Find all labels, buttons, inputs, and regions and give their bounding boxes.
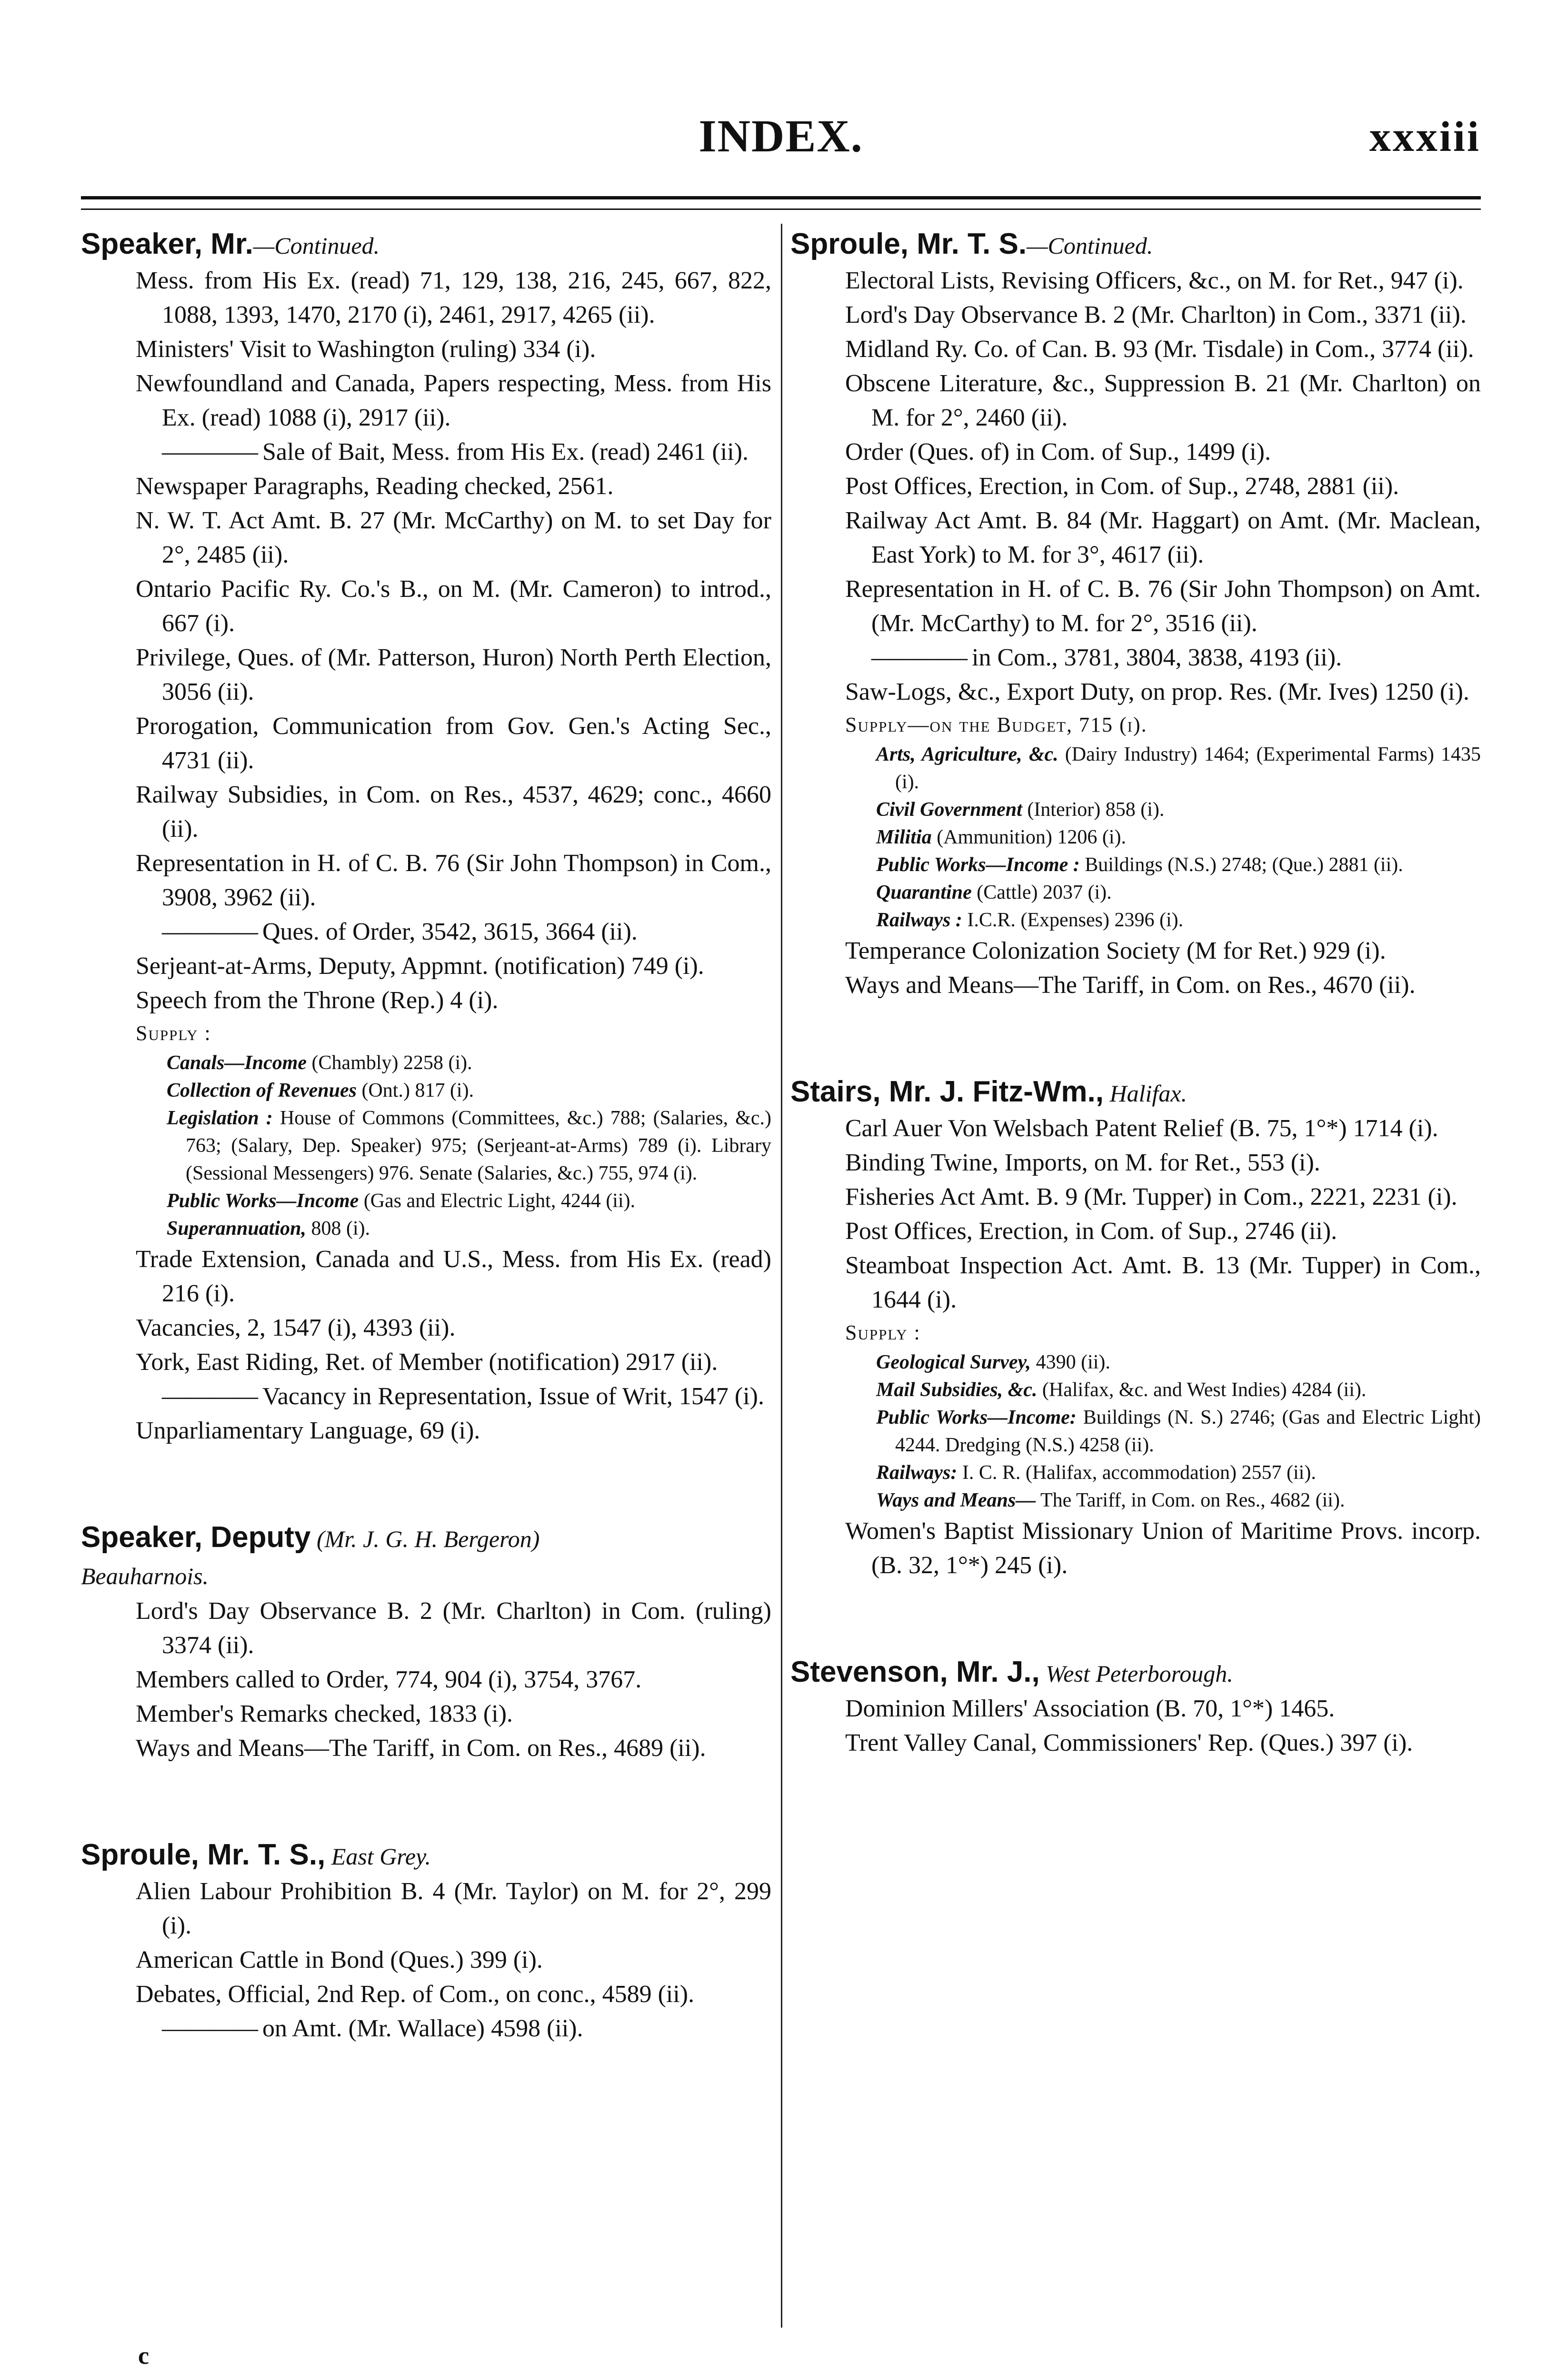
index-entry: Serjeant-at-Arms, Deputy, Appmnt. (notification) 749 (i). [136, 952, 704, 980]
index-entry: Lord's Day Observance B. 2 (Mr. Charlton) in Com. (ruling) 3374 (ii). [136, 1597, 771, 1659]
index-section [790, 1074, 1481, 1583]
index-entry: Ontario Pacific Ry. Co.'s B., on M. (Mr. Cameron) to introd., 667 (i). [136, 575, 771, 637]
supply-entry-label: Mail Subsidies, &c. [876, 1379, 1038, 1401]
supply-entry [81, 1187, 771, 1215]
supply-entry-label: Ways and Means— [876, 1489, 1036, 1511]
heading-suffix: —Continued. [1027, 232, 1153, 259]
index-entry: Newspaper Paragraphs, Reading checked, 2561. [136, 473, 614, 500]
column-divider [781, 224, 782, 2328]
supply-entry-text: House of Commons (Committees, &c.) 788; (Salaries, &c.) 763; (Salary, Dep. Speaker) 975; (Serjeant-at-Arms) 789 (i). Library (Sessional Messengers) 976. Senate (Salaries, &c.) 755, 974 (i). [186, 1107, 771, 1184]
supply-entry-text: (Halifax, &c. and West Indies) 4284 (ii). [1042, 1379, 1367, 1401]
supply-entry [790, 796, 1481, 823]
supply-entry-text: (Ont.) 817 (i). [361, 1080, 474, 1101]
index-entry: Representation in H. of C. B. 76 (Sir John Thompson) on Amt. (Mr. McCarthy) to M. for 2°, 3516 (ii). [845, 575, 1481, 637]
supply-entry-label: Quarantine [876, 882, 972, 903]
supply-entry [81, 1104, 771, 1187]
heading-name: Speaker, Deputy [81, 1521, 311, 1554]
heading-name: Speaker, Mr. [81, 228, 253, 260]
heading-suffix: East Grey. [325, 1843, 431, 1870]
index-section [790, 1654, 1481, 1760]
supply-entry-label: Arts, Agriculture, &c. [876, 744, 1058, 765]
supply-entry-text: Buildings (N. S.) 2746; (Gas and Electric Light) 4244. Dredging (N.S.) 4258 (ii). [895, 1407, 1481, 1456]
index-entry: Carl Auer Von Welsbach Patent Relief (B. 75, 1°*) 1714 (i). [845, 1115, 1438, 1142]
index-entry: Temperance Colonization Society (M for Ret.) 929 (i). [845, 937, 1386, 964]
index-entry: Trade Extension, Canada and U.S., Mess. from His Ex. (read) 216 (i). [136, 1246, 771, 1307]
supply-entry-label: Railways: [876, 1462, 958, 1484]
supply-entry-text: (Interior) 858 (i). [1027, 799, 1165, 821]
supply-entry-text: (Gas and Electric Light, 4244 (ii). [363, 1190, 636, 1212]
heading-name: Stevenson, Mr. J., [790, 1656, 1040, 1688]
supply-entry-text: (Cattle) 2037 (i). [977, 882, 1112, 903]
header-rule-thin [81, 208, 1481, 210]
index-entry-continued: ———— Ques. of Order, 3542, 3615, 3664 (ii). [81, 915, 771, 949]
supply-entry-text: (Ammunition) 1206 (i). [937, 826, 1126, 848]
header-rule-thick [81, 196, 1481, 199]
supply-entry [790, 741, 1481, 796]
supply-entry-label: Militia [876, 826, 932, 848]
index-entry-continued: ———— Sale of Bait, Mess. from His Ex. (read) 2461 (ii). [81, 435, 771, 469]
signature-mark: c [138, 2342, 150, 2370]
section-heading [790, 1074, 1481, 1111]
index-entry: Women's Baptist Missionary Union of Maritime Provs. incorp. (B. 32, 1°*) 245 (i). [845, 1517, 1481, 1579]
index-entry: Representation in H. of C. B. 76 (Sir John Thompson) in Com., 3908, 3962 (ii). [136, 850, 771, 911]
index-entry: Ministers' Visit to Washington (ruling) 334 (i). [136, 336, 596, 363]
index-entry: Lord's Day Observance B. 2 (Mr. Charlton) in Com., 3371 (ii). [845, 301, 1467, 328]
page-title: INDEX. [699, 110, 863, 161]
index-section [81, 1519, 771, 1765]
index-section [81, 1837, 771, 2046]
supply-entry [790, 879, 1481, 906]
index-entry: Privilege, Ques. of (Mr. Patterson, Huron) North Perth Election, 3056 (ii). [136, 644, 771, 705]
heading-place: Beauharnois. [81, 1563, 209, 1589]
index-section [81, 226, 771, 1448]
index-entry: Binding Twine, Imports, on M. for Ret., 553 (i). [845, 1149, 1320, 1176]
index-entry-continued: ———— Vacancy in Representation, Issue of Writ, 1547 (i). [81, 1379, 771, 1414]
left-column [81, 226, 771, 2065]
heading-name: Stairs, Mr. J. Fitz-Wm., [790, 1075, 1104, 1108]
page-number: xxxiii [1369, 113, 1481, 160]
index-entry: Saw-Logs, &c., Export Duty, on prop. Res. (Mr. Ives) 1250 (i). [845, 678, 1469, 705]
supply-entry-text: The Tariff, in Com. on Res., 4682 (ii). [1040, 1489, 1345, 1511]
supply-entry-label: Canals—Income [167, 1052, 307, 1074]
index-entry: Railway Act Amt. B. 84 (Mr. Haggart) on Amt. (Mr. Maclean, East York) to M. for 3°, 4617 (ii). [845, 507, 1481, 568]
index-entry: Unparliamentary Language, 69 (i). [136, 1417, 480, 1444]
supply-entry [790, 1376, 1481, 1404]
supply-entry-label: Civil Government [876, 799, 1022, 821]
supply-entry-label: Public Works—Income [167, 1190, 359, 1212]
supply-entry-text: 4390 (ii). [1036, 1351, 1110, 1373]
index-entry: Dominion Millers' Association (B. 70, 1°*) 1465. [845, 1695, 1335, 1722]
supply-entry [790, 851, 1481, 879]
section-heading [790, 226, 1481, 264]
supply-entry-label: Public Works—Income: [876, 1407, 1077, 1428]
supply-label: Supply : [845, 1321, 921, 1344]
heading-suffix: West Peterborough. [1039, 1660, 1233, 1687]
index-entry: N. W. T. Act Amt. B. 27 (Mr. McCarthy) on M. to set Day for 2°, 2485 (ii). [136, 507, 771, 568]
supply-entry [790, 906, 1481, 934]
index-entry: Post Offices, Erection, in Com. of Sup., 2746 (ii). [845, 1218, 1337, 1245]
index-entry: Obscene Literature, &c., Suppression B. 21 (Mr. Charlton) on M. for 2°, 2460 (ii). [845, 370, 1481, 431]
supply-entry [81, 1215, 771, 1242]
heading-suffix: —Continued. [253, 232, 380, 259]
supply-entry-label: Legislation : [167, 1107, 273, 1129]
supply-entry-label: Railways : [876, 909, 962, 931]
index-entry: Member's Remarks checked, 1833 (i). [136, 1700, 513, 1727]
section-heading [790, 1654, 1481, 1692]
index-entry: Fisheries Act Amt. B. 9 (Mr. Tupper) in Com., 2221, 2231 (i). [845, 1183, 1457, 1210]
supply-entry [790, 1459, 1481, 1487]
index-entry-continued: ———— on Amt. (Mr. Wallace) 4598 (ii). [81, 2012, 771, 2046]
supply-entry [81, 1049, 771, 1077]
index-entry: Ways and Means—The Tariff, in Com. on Res., 4670 (ii). [845, 972, 1416, 999]
supply-entry [81, 1077, 771, 1104]
index-entry-continued: ———— in Com., 3781, 3804, 3838, 4193 (ii). [790, 641, 1481, 675]
supply-entry [790, 1349, 1481, 1376]
heading-suffix: Halifax. [1104, 1080, 1187, 1107]
supply-entry-label: Superannuation, [167, 1218, 306, 1240]
supply-entry-label: Collection of Revenues [167, 1080, 357, 1101]
heading-suffix: (Mr. J. G. H. Bergeron) [310, 1526, 540, 1552]
index-entry: Prorogation, Communication from Gov. Gen.'s Acting Sec., 4731 (ii). [136, 713, 771, 774]
index-entry: Steamboat Inspection Act. Amt. B. 13 (Mr. Tupper) in Com., 1644 (i). [845, 1252, 1481, 1313]
supply-entry [790, 1404, 1481, 1459]
index-entry: Debates, Official, 2nd Rep. of Com., on conc., 4589 (ii). [136, 1981, 695, 2008]
supply-entry-text: 808 (i). [311, 1218, 370, 1240]
index-entry: Newfoundland and Canada, Papers respecting, Mess. from His Ex. (read) 1088 (i), 2917 (ii). [136, 370, 771, 431]
section-heading [81, 1837, 771, 1874]
index-entry: Members called to Order, 774, 904 (i), 3754, 3767. [136, 1666, 642, 1693]
index-entry: Vacancies, 2, 1547 (i), 4393 (ii). [136, 1314, 456, 1341]
index-entry: Order (Ques. of) in Com. of Sup., 1499 (i). [845, 438, 1271, 466]
index-entry: Ways and Means—The Tariff, in Com. on Res., 4689 (ii). [136, 1735, 706, 1762]
index-entry: Trent Valley Canal, Commissioners' Rep. (Ques.) 397 (i). [845, 1729, 1413, 1756]
supply-entry-text: I. C. R. (Halifax, accommodation) 2557 (ii). [962, 1462, 1316, 1484]
index-entry: Speech from the Throne (Rep.) 4 (i). [136, 987, 499, 1014]
index-entry: Post Offices, Erection, in Com. of Sup., 2748, 2881 (ii). [845, 473, 1399, 500]
index-entry: American Cattle in Bond (Ques.) 399 (i). [136, 1946, 543, 1973]
index-entry: York, East Riding, Ret. of Member (notification) 2917 (ii). [136, 1349, 718, 1376]
section-heading [81, 1519, 771, 1594]
index-entry: Electoral Lists, Revising Officers, &c., on M. for Ret., 947 (i). [845, 267, 1464, 294]
supply-entry-text: (Chambly) 2258 (i). [311, 1052, 472, 1074]
supply-label: Supply—on the Budget, 715 (i). [845, 713, 1148, 736]
supply-entry-text: (Dairy Industry) 1464; (Experimental Farms) 1435 (i). [895, 744, 1481, 793]
supply-entry-text: Buildings (N.S.) 2748; (Que.) 2881 (ii). [1085, 854, 1403, 876]
index-section [790, 226, 1481, 1002]
heading-name: Sproule, Mr. T. S., [81, 1838, 326, 1871]
supply-entry-label: Public Works—Income : [876, 854, 1080, 876]
supply-entry [790, 823, 1481, 851]
index-entry: Mess. from His Ex. (read) 71, 129, 138, 216, 245, 667, 822, 1088, 1393, 1470, 2170 (i), 2461, 2917, 4265 (ii). [136, 267, 771, 328]
supply-label: Supply : [136, 1021, 211, 1045]
index-entry: Alien Labour Prohibition B. 4 (Mr. Taylor) on M. for 2°, 299 (i). [136, 1878, 771, 1939]
index-entry: Railway Subsidies, in Com. on Res., 4537, 4629; conc., 4660 (ii). [136, 781, 771, 843]
page-header [81, 109, 1481, 176]
supply-entry-text: I.C.R. (Expenses) 2396 (i). [967, 909, 1184, 931]
supply-entry-label: Geological Survey, [876, 1351, 1031, 1373]
index-entry: Midland Ry. Co. of Can. B. 93 (Mr. Tisdale) in Com., 3774 (ii). [845, 336, 1474, 363]
supply-entry [790, 1487, 1481, 1514]
heading-name: Sproule, Mr. T. S. [790, 228, 1027, 260]
section-heading [81, 226, 771, 264]
right-column [790, 226, 1481, 1779]
